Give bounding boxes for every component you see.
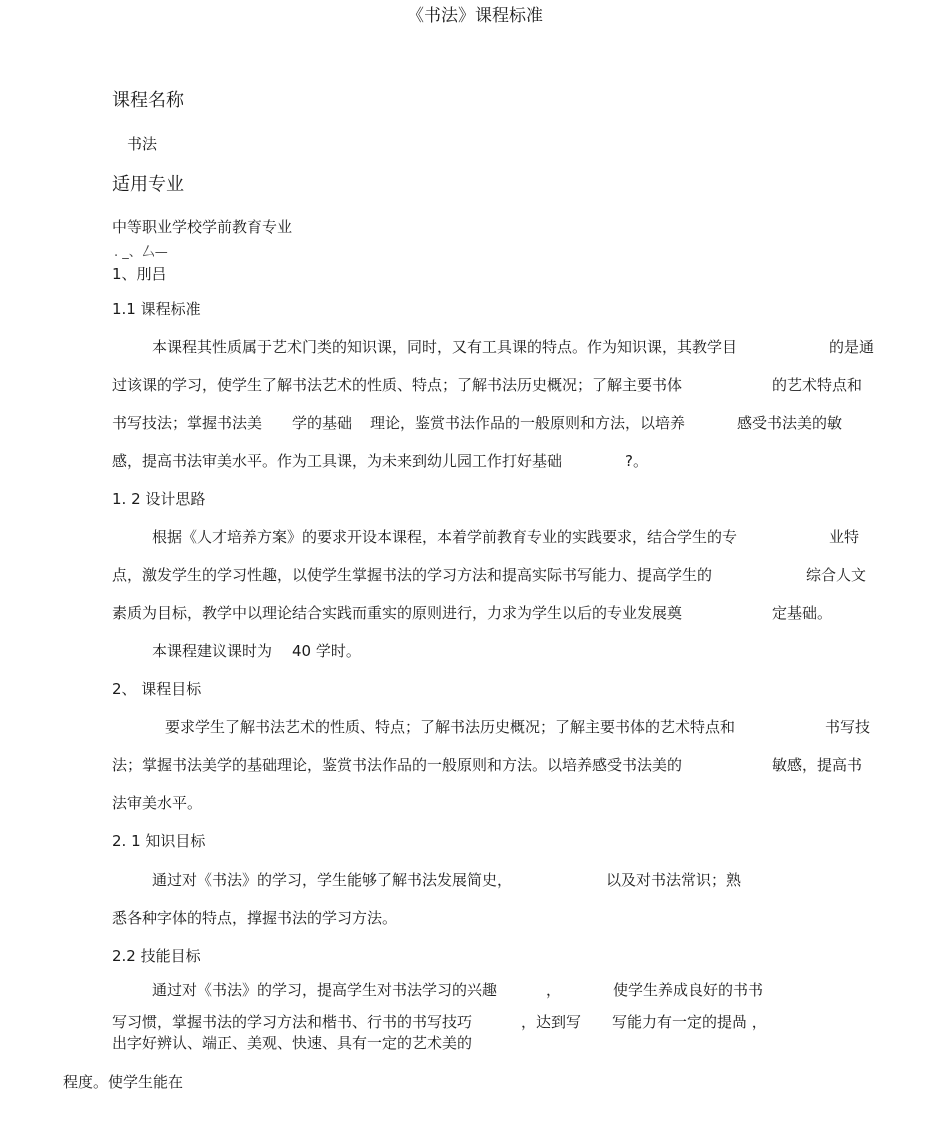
s1-2-line-3a: 素质为目标，教学中以理论结合实践而重实的原则进行，力求为学生以后的专业发展奠 (112, 604, 683, 622)
s2-2-line-1b: ， (546, 981, 562, 999)
s2-1-heading: 2. 1 知识目标 (112, 832, 206, 850)
major-heading: 适用专业 (112, 174, 184, 195)
s1-1-line-4a: 感，提高书法审美水平。作为工具课，为未来到幼儿园工作打好基础 (112, 452, 563, 470)
course-name-heading: 课程名称 (112, 90, 184, 111)
s2-2-line-1a: 通过对《书法》的学习，提高学生对书法学习的兴趣 (152, 981, 498, 999)
s2-2-line-2a: 写习惯，掌握书法的学习方法和楷书、行书的书写技巧 (112, 1013, 473, 1031)
s2-1-line-2: 悉各种字体的特点，撑握书法的学习方法。 (112, 909, 398, 927)
s1-1-line-3d: 感受书法美的敏 (737, 414, 843, 432)
s1-2-heading: 1. 2 设计思路 (112, 490, 206, 508)
s1-2-line-1b: 业特 (829, 528, 860, 546)
page-title: 《书法》课程标准 (407, 6, 543, 26)
s1-1-line-2a: 过该课的学习，使学生了解书法艺术的性质、特点；了解书法历史概况；了解主要书体 (112, 376, 683, 394)
s1-2-line-1a: 根据《人才培养方案》的要求开设本课程，本着学前教育专业的实践要求，结合学生的专 (152, 528, 738, 546)
hours-text: 本课程建议课时为 (152, 642, 273, 660)
section1-scan-artifact: . _、厶— (114, 245, 168, 260)
s1-1-line-3c: 理论，鉴赏书法作品的一般原则和方法，以培养 (370, 414, 686, 432)
s2-2-line-1c: 使学生养成良好的书书 (613, 981, 764, 999)
s2-line-1b: 书写技 (825, 718, 871, 736)
major-value: 中等职业学校学前教育专业 (112, 218, 293, 236)
s2-line-1a: 要求学生了解书法艺术的性质、特点；了解书法历史概况；了解主要书体的艺术特点和 (165, 718, 736, 736)
s1-1-line-1a: 本课程其性质属于艺术门类的知识课，同时，又有工具课的特点。作为知识课，其教学目 (152, 338, 738, 356)
hours-value: 40 学时。 (292, 642, 361, 660)
s2-1-line-1b: 以及对书法常识；熟 (606, 871, 742, 889)
s1-2-line-2b: 综合人文 (806, 566, 867, 584)
s1-1-line-3a: 书写技法；掌握书法美 (112, 414, 263, 432)
s1-1-line-3b: 学的基础 (292, 414, 353, 432)
s2-2-heading: 2.2 技能目标 (112, 947, 201, 965)
s2-line-2b: 敏感，提高书 (772, 756, 863, 774)
s2-line-2a: 法；掌握书法美学的基础理论，鉴赏书法作品的一般原则和方法。以培养感受书法美的 (112, 756, 683, 774)
s1-1-heading: 1.1 课程标准 (112, 300, 201, 318)
course-name-value: 书法 (127, 135, 158, 153)
s1-1-line-2b: 的艺术特点和 (772, 376, 863, 394)
s2-2-line-3: 出字好辨认、端正、美观、快速、具有一定的艺术美的 (112, 1034, 473, 1052)
s1-1-line-1b: 的是通 (829, 338, 875, 356)
section1-heading: 1、刖吕 (112, 265, 167, 283)
s1-1-line-4b: ?。 (625, 452, 648, 470)
s2-1-line-1a: 通过对《书法》的学习，学生能够了解书法发展简史， (152, 871, 513, 889)
s2-2-line-4: 程度。使学生能在 (63, 1073, 184, 1091)
s1-2-line-3b: 定基础。 (772, 604, 833, 622)
s2-line-3: 法审美水平。 (112, 794, 203, 812)
s1-2-line-2a: 点，激发学生的学习性趣，以使学生掌握书法的学习方法和提高实际书写能力、提高学生的 (112, 566, 713, 584)
s2-heading: 2、 课程目标 (112, 680, 202, 698)
s2-2-line-2c: 写能力有一定的提咼 ， (612, 1013, 767, 1031)
s2-2-line-2b: ，达到写 (521, 1013, 582, 1031)
